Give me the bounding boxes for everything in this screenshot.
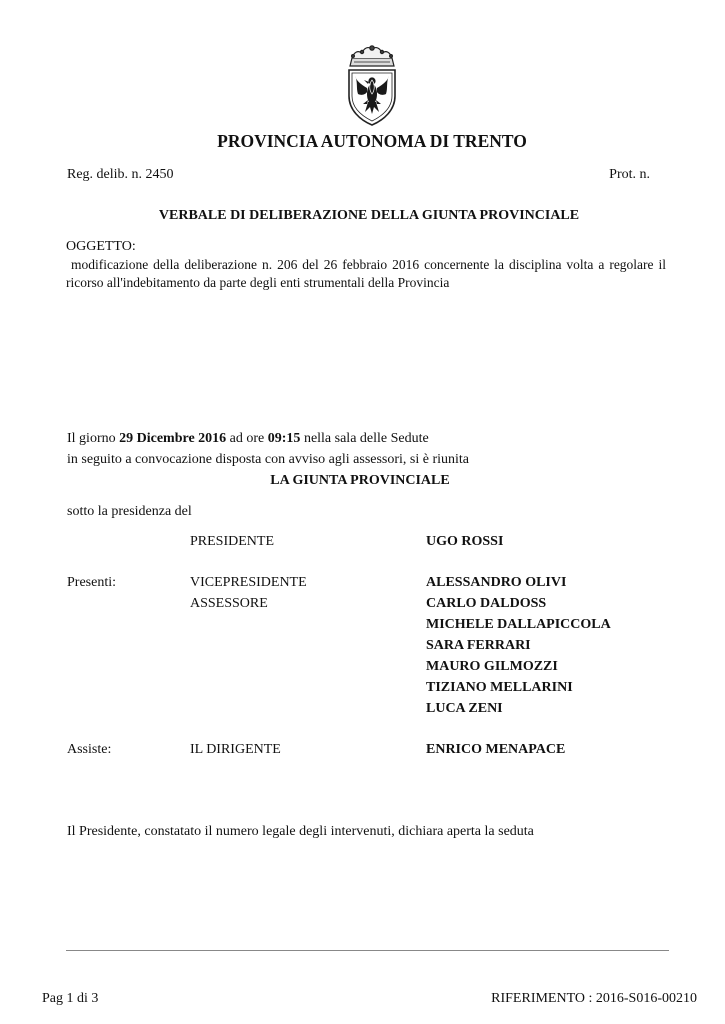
prot-number: Prot. n.	[609, 167, 650, 182]
member-name: CARLO DALDOSS	[426, 596, 547, 611]
assiste-label: Assiste:	[67, 742, 112, 757]
member-name: LUCA ZENI	[426, 701, 503, 716]
session-time: 09:15	[267, 431, 301, 446]
convocation-line: in seguito a convocazione disposta con avviso agli assessori, si è riunita	[67, 452, 470, 467]
oggetto-label: OGGETTO:	[66, 239, 136, 254]
page-number: Pag 1 di 3	[42, 991, 99, 1006]
session-date: 29 Dicembre 2016	[119, 431, 227, 446]
oggetto-text	[66, 256, 666, 292]
ore-prefix: ad ore	[229, 431, 265, 446]
dirigente-role: IL DIRIGENTE	[190, 742, 281, 757]
member-name: ALESSANDRO OLIVI	[426, 575, 567, 590]
presenti-label: Presenti:	[67, 575, 116, 590]
session-location: nella sala delle Sedute	[303, 431, 429, 446]
oggetto-text-content: modificazione della deliberazione n. 206 del 26 febbraio 2016 concernente la disciplina volta a regolare il ricorso all'indebitamento da parte degli enti strumentali della Provincia	[66, 257, 666, 290]
presidente-name: UGO ROSSI	[426, 534, 504, 549]
giunta-heading: LA GIUNTA PROVINCIALE	[270, 473, 450, 488]
opening-statement: Il Presidente, constatato il numero legale degli intervenuti, dichiara aperta la seduta	[67, 824, 534, 839]
verbale-title: VERBALE DI DELIBERAZIONE DELLA GIUNTA PROVINCIALE	[158, 208, 580, 223]
member-name: TIZIANO MELLARINI	[426, 680, 573, 695]
vicepresidente-role: VICEPRESIDENTE	[190, 575, 307, 590]
dirigente-name: ENRICO MENAPACE	[426, 742, 566, 757]
presidency-line: sotto la presidenza del	[67, 504, 192, 519]
page-title: PROVINCIA AUTONOMA DI TRENTO	[217, 131, 527, 151]
giorno-prefix: Il giorno	[67, 431, 116, 446]
member-name: MICHELE DALLAPICCOLA	[426, 617, 611, 632]
assessore-role: ASSESSORE	[190, 596, 268, 611]
member-name: MAURO GILMOZZI	[426, 659, 558, 674]
reg-delib-number: Reg. delib. n. 2450	[67, 167, 174, 182]
provincia-trento-eagle-crest-icon	[344, 44, 400, 126]
presidente-role: PRESIDENTE	[190, 534, 274, 549]
footer-divider	[66, 950, 669, 951]
riferimento-code: RIFERIMENTO : 2016-S016-00210	[491, 991, 697, 1006]
member-name: SARA FERRARI	[426, 638, 531, 653]
session-date-line	[67, 430, 429, 448]
